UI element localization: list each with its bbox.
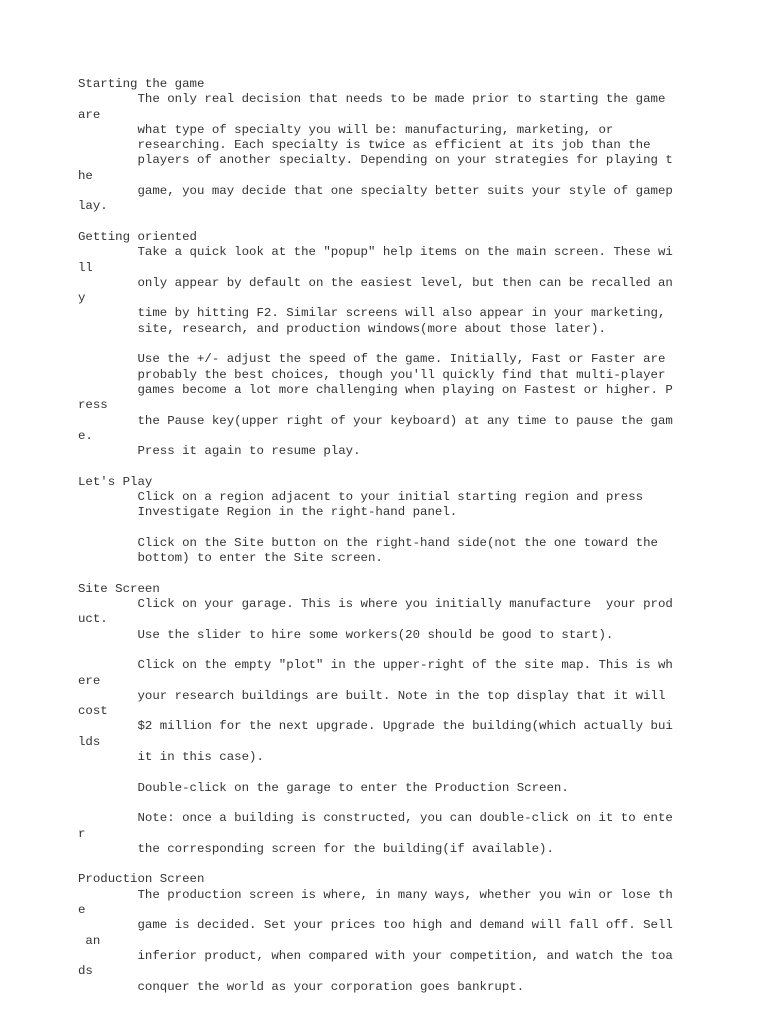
- blank-line: [78, 857, 758, 872]
- document-text: [78, 77, 758, 995]
- text-line: Production Screen: [78, 872, 205, 887]
- text-line: researching. Each specialty is twice as efficient at its job than the: [78, 138, 651, 153]
- text-line: Investigate Region in the right-hand panel.: [78, 505, 458, 520]
- text-line: your research buildings are built. Note in the top display that it will: [78, 688, 666, 703]
- blank-line: [78, 643, 758, 658]
- text-line: Use the +/- adjust the speed of the game. Initially, Fast or Faster are: [78, 352, 666, 367]
- text-line: an: [78, 933, 101, 948]
- blank-line: [78, 796, 758, 811]
- text-line: players of another specialty. Depending on your strategies for playing t: [78, 153, 673, 168]
- text-line: Note: once a building is constructed, you can double-click on it to ente: [78, 811, 673, 826]
- text-line: The only real decision that needs to be made prior to starting the game: [78, 92, 666, 107]
- text-line: Press it again to resume play.: [78, 444, 361, 459]
- blank-line: [78, 765, 758, 780]
- text-line: ll: [78, 260, 93, 275]
- text-line: e: [78, 903, 86, 918]
- text-line: bottom) to enter the Site screen.: [78, 551, 383, 566]
- text-line: e.: [78, 428, 93, 443]
- text-line: game, you may decide that one specialty better suits your style of gamep: [78, 184, 673, 199]
- text-line: are: [78, 107, 101, 122]
- text-line: Use the slider to hire some workers(20 should be good to start).: [78, 627, 614, 642]
- text-line: ds: [78, 964, 93, 979]
- text-line: Let's Play: [78, 474, 153, 489]
- text-line: Click on the empty "plot" in the upper-right of the site map. This is wh: [78, 658, 673, 673]
- text-line: cost: [78, 704, 108, 719]
- text-line: conquer the world as your corporation goes bankrupt.: [78, 979, 525, 994]
- blank-line: [78, 215, 758, 230]
- text-line: what type of specialty you will be: manufacturing, marketing, or: [78, 122, 614, 137]
- text-line: the corresponding screen for the building(if available).: [78, 841, 554, 856]
- text-line: Take a quick look at the "popup" help items on the main screen. These wi: [78, 245, 673, 260]
- text-line: it in this case).: [78, 750, 264, 765]
- text-line: Starting the game: [78, 77, 205, 91]
- text-line: lay.: [78, 199, 108, 214]
- blank-line: [78, 459, 758, 474]
- text-line: uct.: [78, 612, 108, 627]
- text-line: probably the best choices, though you'll quickly find that multi-player: [78, 367, 666, 382]
- text-line: Double-click on the garage to enter the Production Screen.: [78, 780, 569, 795]
- text-line: only appear by default on the easiest level, but then can be recalled an: [78, 275, 673, 290]
- text-line: The production screen is where, in many ways, whether you win or lose th: [78, 887, 673, 902]
- text-line: Getting oriented: [78, 229, 197, 244]
- text-line: he: [78, 168, 93, 183]
- text-line: y: [78, 291, 86, 306]
- text-line: $2 million for the next upgrade. Upgrade the building(which actually bui: [78, 719, 673, 734]
- blank-line: [78, 521, 758, 536]
- text-line: Click on the Site button on the right-hand side(not the one toward the: [78, 535, 658, 550]
- text-line: r: [78, 826, 86, 841]
- text-line: lds: [78, 734, 101, 749]
- text-line: Click on your garage. This is where you initially manufacture your prod: [78, 597, 673, 612]
- text-line: Site Screen: [78, 581, 160, 596]
- text-line: Click on a region adjacent to your initial starting region and press: [78, 490, 644, 505]
- blank-line: [78, 567, 758, 582]
- text-line: ere: [78, 673, 101, 688]
- text-line: ress: [78, 398, 108, 413]
- text-line: time by hitting F2. Similar screens will also appear in your marketing,: [78, 306, 666, 321]
- text-line: site, research, and production windows(more about those later).: [78, 321, 606, 336]
- text-line: games become a lot more challenging when playing on Fastest or higher. P: [78, 382, 673, 397]
- text-line: game is decided. Set your prices too high and demand will fall off. Sell: [78, 918, 673, 933]
- text-line: the Pause key(upper right of your keyboard) at any time to pause the gam: [78, 413, 673, 428]
- blank-line: [78, 337, 758, 352]
- text-line: inferior product, when compared with your competition, and watch the toa: [78, 948, 673, 963]
